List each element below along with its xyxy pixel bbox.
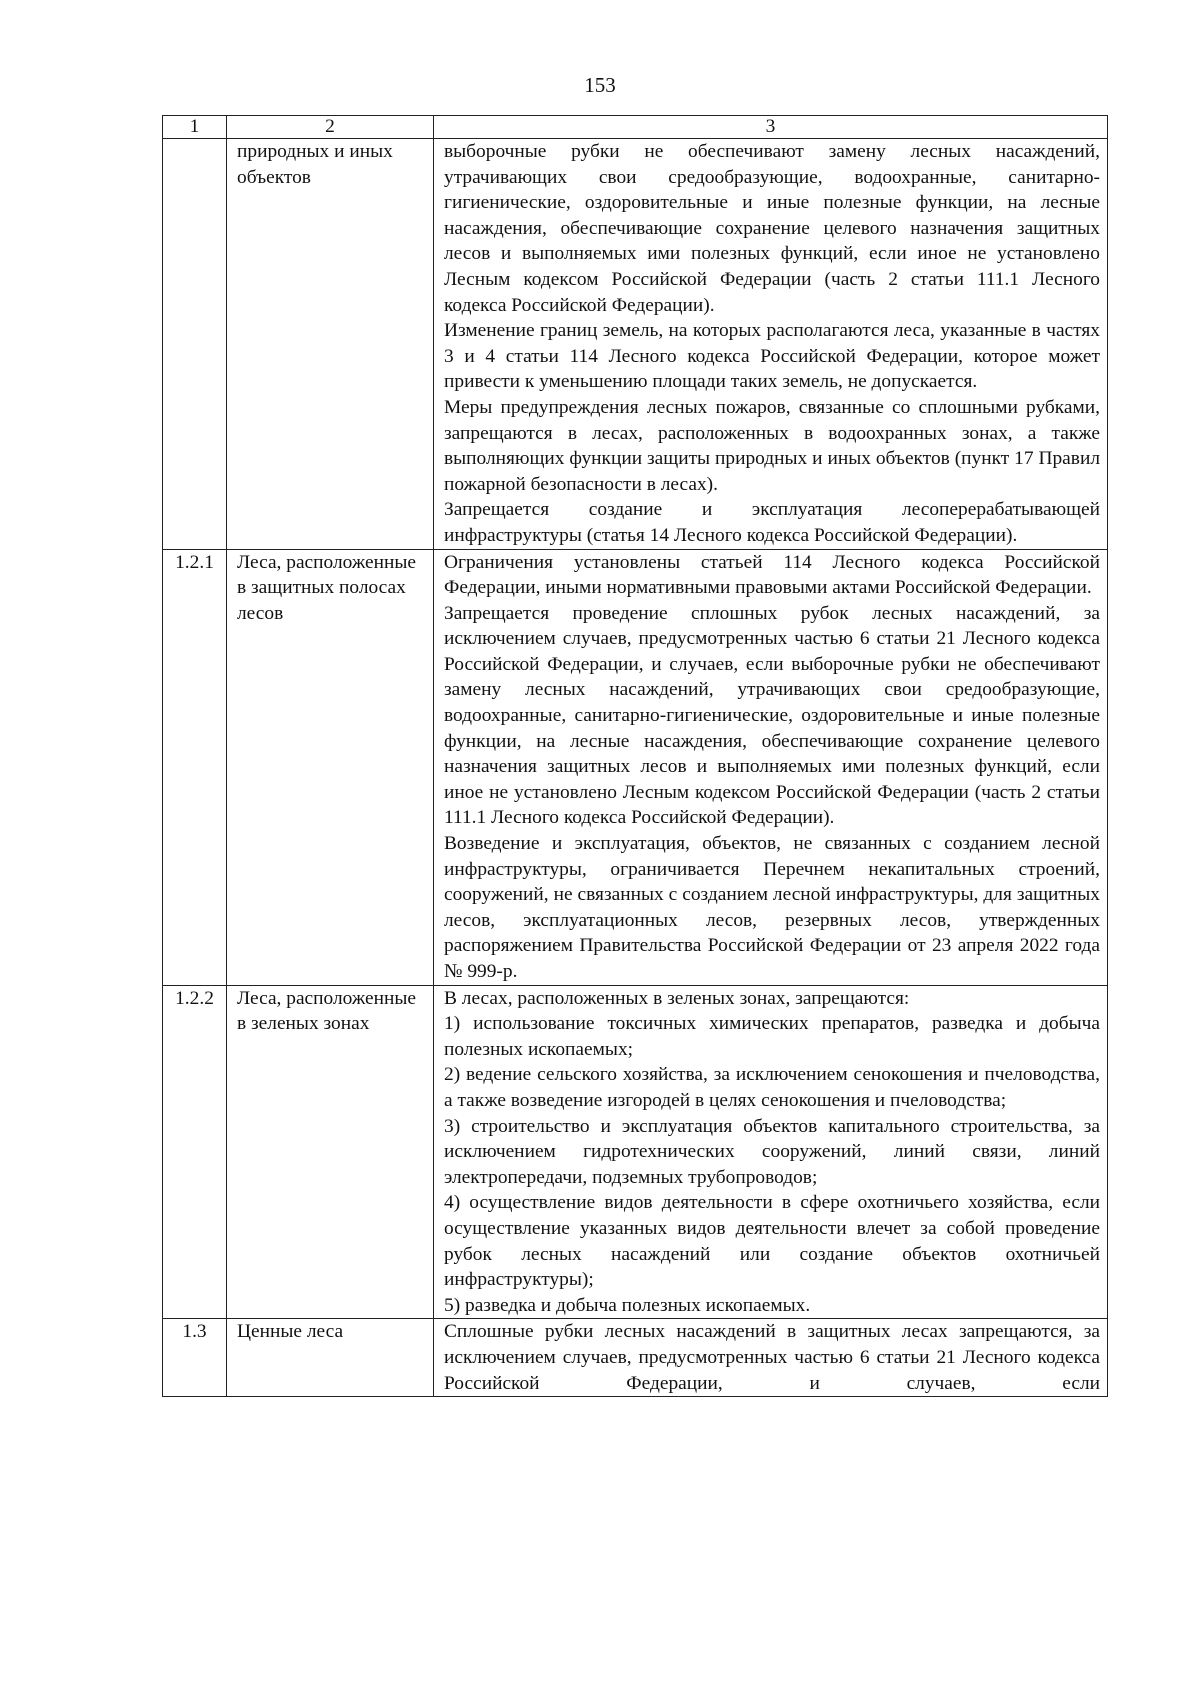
paragraph: выборочные рубки не обеспечивают замену лесных насаждений, утрачивающих свои средообразующие, водоохранные, санитарно-гигиенические, оздоровительные и иные полезные функции, на лесные насаждения, обеспечивающие сохранение целевого назначения защитных лесов и выполняемых ими полезных функций, если иное не установлено Лесным кодексом Российской Федерации (часть 2 статьи 111.1 Лесного кодекса Российской Федерации). bbox=[444, 141, 1100, 316]
row-forest-category: Ценные леса bbox=[227, 1319, 434, 1397]
row-number: 1.2.1 bbox=[163, 549, 227, 985]
row-number: 1.2.2 bbox=[163, 985, 227, 1319]
row-forest-category: Леса, расположенные в зеленых зонах bbox=[227, 985, 434, 1319]
paragraph: 5) разведка и добыча полезных ископаемых. bbox=[444, 1294, 811, 1316]
table-row bbox=[163, 139, 1108, 550]
column-header-text: 3 bbox=[434, 116, 1108, 139]
row-number: 1.3 bbox=[163, 1319, 227, 1397]
header-row bbox=[163, 116, 1108, 139]
restrictions-table bbox=[162, 115, 1108, 1397]
row-forest-category: природных и иных объектов bbox=[227, 139, 434, 550]
paragraph: Изменение границ земель, на которых располагаются леса, указанные в частях 3 и 4 статьи 114 Лесного кодекса Российской Федерации, которое может привести к уменьшению площади таких земель, не допускается. bbox=[444, 320, 1100, 393]
row-forest-category: Леса, расположенные в защитных полосах лесов bbox=[227, 549, 434, 985]
paragraph: 4) осуществление видов деятельности в сфере охотничьего хозяйства, если осуществление указанных видов деятельности влечет за собой проведение рубок лесных насаждений или создание объектов охотничьей инфраструктуры); bbox=[444, 1192, 1100, 1291]
table-row bbox=[163, 549, 1108, 985]
row-restrictions bbox=[434, 139, 1108, 550]
row-restrictions bbox=[434, 549, 1108, 985]
paragraph: Запрещается проведение сплошных рубок лесных насаждений, за исключением случаев, предусмотренных частью 6 статьи 21 Лесного кодекса Российской Федерации, и случаев, если выборочные рубки не обеспечивают замену лесных насаждений, утрачивающих свои средообразующие, водоохранные, санитарно-гигиенические, оздоровительные и иные полезные функции, на лесные насаждения, обеспечивающие сохранение целевого назначения защитных лесов и выполняемых ими полезных функций, если иное не установлено Лесным кодексом Российской Федерации (часть 2 статьи 111.1 Лесного кодекса Российской Федерации). bbox=[444, 602, 1100, 829]
column-header-name: 2 bbox=[227, 116, 434, 139]
paragraph: Ограничения установлены статьей 114 Лесного кодекса Российской Федерации, иными нормативными правовыми актами Российской Федерации. bbox=[444, 551, 1100, 599]
paragraph: Запрещается создание и эксплуатация лесоперерабатывающей инфраструктуры (статья 14 Лесного кодекса Российской Федерации). bbox=[444, 499, 1100, 546]
paragraph: Меры предупреждения лесных пожаров, связанные со сплошными рубками, запрещаются в лесах, расположенных в водоохранных зонах, а также выполняющих функции защиты природных и иных объектов (пункт 17 Правил пожарной безопасности в лесах). bbox=[444, 396, 1100, 495]
paragraph: Сплошные рубки лесных насаждений в защитных лесах запрещаются, за исключением случаев, предусмотренных частью 6 статьи 21 Лесного кодекса Российской Федерации, и случаев, если bbox=[444, 1321, 1100, 1394]
paragraph: 1) использование токсичных химических препаратов, разведка и добыча полезных ископаемых; bbox=[444, 1013, 1100, 1060]
table-row bbox=[163, 1319, 1108, 1397]
column-header-number: 1 bbox=[163, 116, 227, 139]
paragraph: 2) ведение сельского хозяйства, за исключением сенокошения и пчеловодства, а также возведение изгородей в целях сенокошения и пчеловодства; bbox=[444, 1064, 1100, 1111]
row-number bbox=[163, 139, 227, 550]
table-row bbox=[163, 985, 1108, 1319]
page-number: 153 bbox=[584, 73, 616, 97]
paragraph: Возведение и эксплуатация, объектов, не связанных с созданием лесной инфраструктуры, ограничивается Перечнем некапитальных строений, сооружений, не связанных с созданием лесной инфраструктуры, для защитных лесов, эксплуатационных лесов, резервных лесов, утвержденных распоряжением Правительства Российской Федерации от 23 апреля 2022 года № 999-р. bbox=[444, 833, 1100, 982]
paragraph: В лесах, расположенных в зеленых зонах, запрещаются: bbox=[444, 987, 910, 1009]
paragraph: 3) строительство и эксплуатация объектов капитального строительства, за исключением гидротехнических сооружений, линий связи, линий электропередачи, подземных трубопроводов; bbox=[444, 1115, 1100, 1188]
row-restrictions bbox=[434, 985, 1108, 1319]
row-restrictions bbox=[434, 1319, 1108, 1397]
